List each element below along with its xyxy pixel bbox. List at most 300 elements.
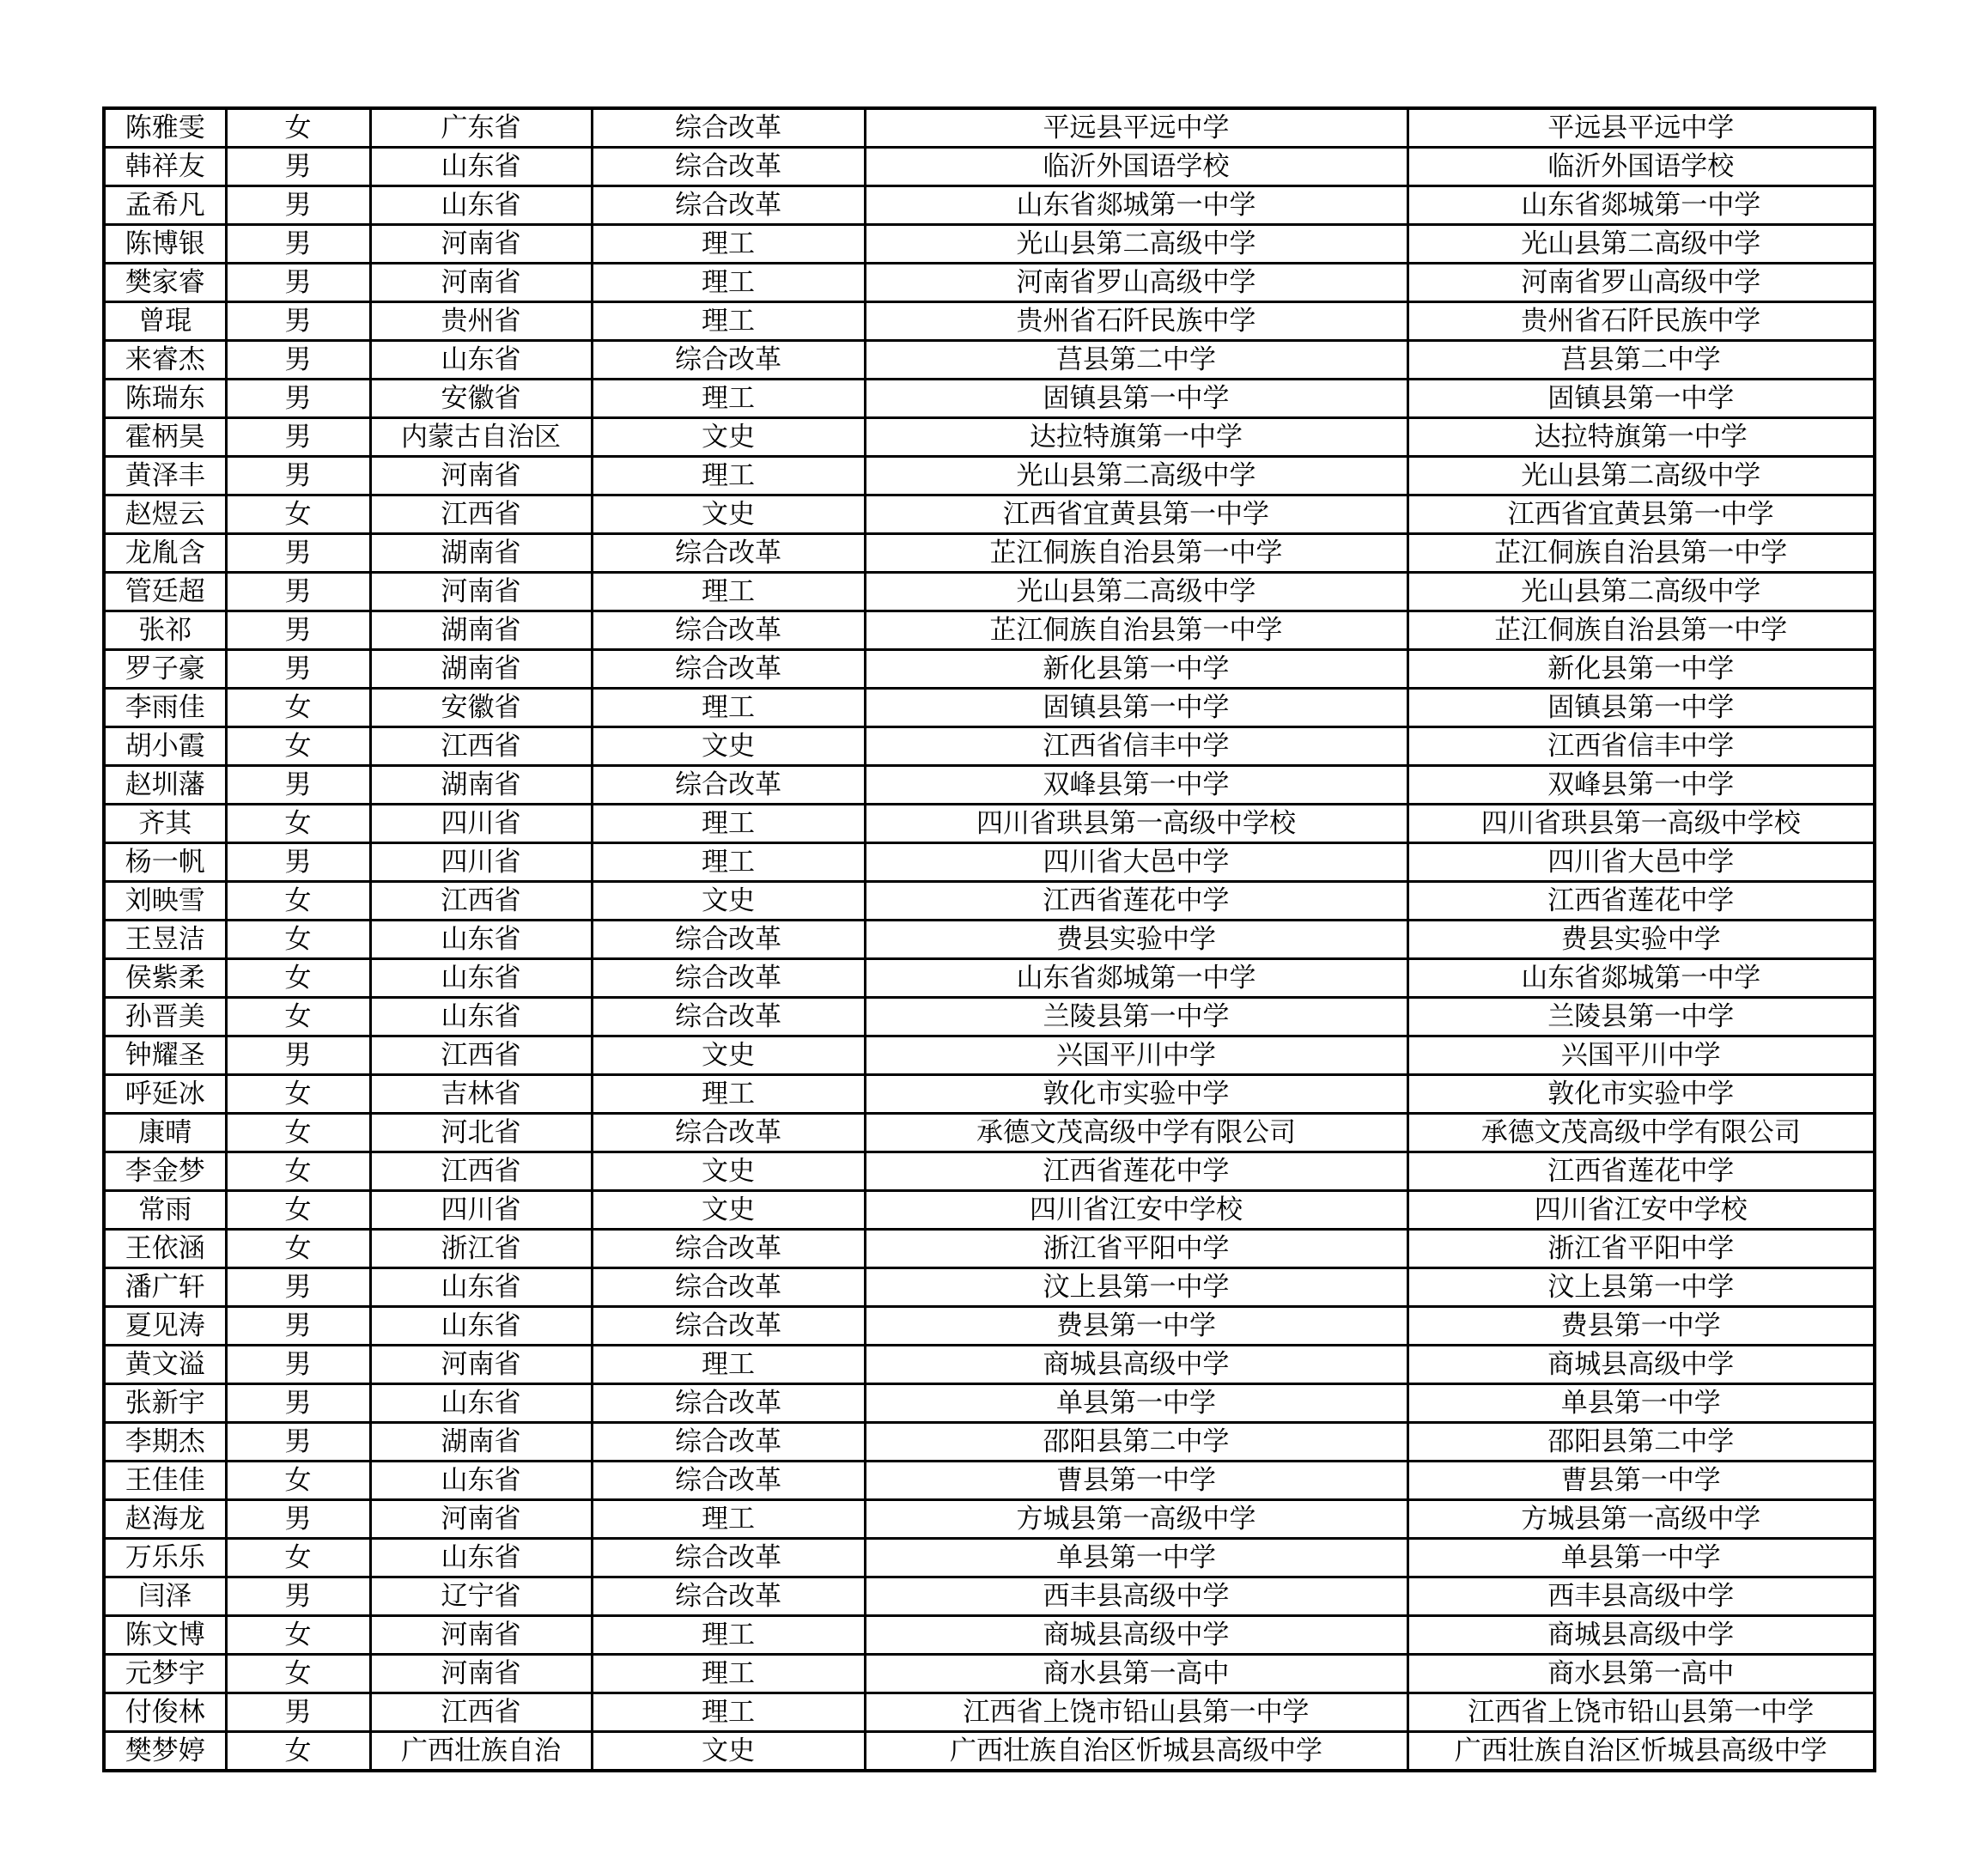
graduated-school-cell: 浙江省平阳中学 [1407,1230,1875,1268]
gender-cell: 男 [226,573,370,611]
gender-cell: 男 [226,148,370,186]
category-cell: 综合改革 [592,1114,865,1152]
category-cell: 综合改革 [592,341,865,380]
graduated-school-cell: 山东省郯城第一中学 [1407,186,1875,225]
gender-cell: 女 [226,1732,370,1772]
gender-cell: 女 [226,727,370,766]
category-cell: 文史 [592,1152,865,1191]
province-cell: 山东省 [370,148,592,186]
graduated-school-cell: 四川省大邑中学 [1407,843,1875,882]
gender-cell: 男 [226,457,370,495]
gender-cell: 女 [226,921,370,959]
category-cell: 理工 [592,225,865,264]
table-row [104,148,1875,186]
name-cell: 李金梦 [104,1152,226,1191]
graduated-school-cell: 江西省上饶市铅山县第一中学 [1407,1693,1875,1732]
gender-cell: 男 [226,611,370,650]
table-row [104,1423,1875,1462]
graduated-school-cell: 光山县第二高级中学 [1407,225,1875,264]
province-cell: 湖南省 [370,1423,592,1462]
category-cell: 理工 [592,1346,865,1384]
category-cell: 理工 [592,1693,865,1732]
table-row [104,921,1875,959]
gender-cell: 女 [226,1462,370,1500]
graduated-school-cell: 贵州省石阡民族中学 [1407,302,1875,341]
school-cell: 广西壮族自治区忻城县高级中学 [865,1732,1407,1772]
gender-cell: 女 [226,1539,370,1577]
table-row [104,650,1875,689]
province-cell: 河南省 [370,1616,592,1655]
province-cell: 山东省 [370,1539,592,1577]
table-row [104,1500,1875,1539]
name-cell: 黄泽丰 [104,457,226,495]
school-cell: 河南省罗山高级中学 [865,264,1407,302]
gender-cell: 女 [226,1075,370,1114]
category-cell: 文史 [592,418,865,457]
table-row [104,1539,1875,1577]
province-cell: 河南省 [370,1655,592,1693]
gender-cell: 男 [226,766,370,805]
school-cell: 贵州省石阡民族中学 [865,302,1407,341]
graduated-school-cell: 西丰县高级中学 [1407,1577,1875,1616]
province-cell: 江西省 [370,1693,592,1732]
school-cell: 西丰县高级中学 [865,1577,1407,1616]
graduated-school-cell: 兴国平川中学 [1407,1036,1875,1075]
category-cell: 综合改革 [592,1384,865,1423]
table-row [104,1152,1875,1191]
graduated-school-cell: 江西省信丰中学 [1407,727,1875,766]
gender-cell: 男 [226,264,370,302]
school-cell: 新化县第一中学 [865,650,1407,689]
table-row [104,1655,1875,1693]
gender-cell: 女 [226,959,370,998]
graduated-school-cell: 商水县第一高中 [1407,1655,1875,1693]
table-row [104,1114,1875,1152]
table-row [104,727,1875,766]
province-cell: 安徽省 [370,689,592,727]
name-cell: 樊梦婷 [104,1732,226,1772]
school-cell: 临沂外国语学校 [865,148,1407,186]
category-cell: 综合改革 [592,534,865,573]
graduated-school-cell: 费县实验中学 [1407,921,1875,959]
school-cell: 达拉特旗第一中学 [865,418,1407,457]
table-row [104,418,1875,457]
name-cell: 钟耀圣 [104,1036,226,1075]
province-cell: 湖南省 [370,611,592,650]
table-row [104,1268,1875,1307]
category-cell: 文史 [592,495,865,534]
table-row [104,1230,1875,1268]
name-cell: 陈博银 [104,225,226,264]
category-cell: 理工 [592,302,865,341]
province-cell: 山东省 [370,921,592,959]
category-cell: 文史 [592,1732,865,1772]
name-cell: 陈文博 [104,1616,226,1655]
category-cell: 综合改革 [592,998,865,1036]
category-cell: 理工 [592,264,865,302]
name-cell: 孙晋美 [104,998,226,1036]
table-row [104,225,1875,264]
school-cell: 光山县第二高级中学 [865,225,1407,264]
graduated-school-cell: 光山县第二高级中学 [1407,573,1875,611]
table-row [104,1191,1875,1230]
gender-cell: 男 [226,302,370,341]
school-cell: 光山县第二高级中学 [865,457,1407,495]
category-cell: 综合改革 [592,921,865,959]
category-cell: 理工 [592,380,865,418]
province-cell: 山东省 [370,998,592,1036]
province-cell: 河南省 [370,264,592,302]
school-cell: 双峰县第一中学 [865,766,1407,805]
province-cell: 河南省 [370,457,592,495]
name-cell: 张新宇 [104,1384,226,1423]
graduated-school-cell: 方城县第一高级中学 [1407,1500,1875,1539]
name-cell: 王佳佳 [104,1462,226,1500]
gender-cell: 男 [226,380,370,418]
school-cell: 兴国平川中学 [865,1036,1407,1075]
graduated-school-cell: 四川省江安中学校 [1407,1191,1875,1230]
graduated-school-cell: 达拉特旗第一中学 [1407,418,1875,457]
name-cell: 侯紫柔 [104,959,226,998]
gender-cell: 男 [226,1577,370,1616]
graduated-school-cell: 江西省莲花中学 [1407,882,1875,921]
province-cell: 湖南省 [370,650,592,689]
table-row [104,1346,1875,1384]
gender-cell: 女 [226,805,370,843]
graduated-school-cell: 四川省珙县第一高级中学校 [1407,805,1875,843]
table-row [104,998,1875,1036]
category-cell: 理工 [592,1655,865,1693]
gender-cell: 男 [226,1346,370,1384]
gender-cell: 女 [226,882,370,921]
province-cell: 辽宁省 [370,1577,592,1616]
category-cell: 理工 [592,689,865,727]
name-cell: 龙胤含 [104,534,226,573]
category-cell: 理工 [592,1075,865,1114]
gender-cell: 男 [226,1307,370,1346]
school-cell: 敦化市实验中学 [865,1075,1407,1114]
school-cell: 浙江省平阳中学 [865,1230,1407,1268]
name-cell: 赵圳藩 [104,766,226,805]
school-cell: 平远县平远中学 [865,108,1407,148]
graduated-school-cell: 商城县高级中学 [1407,1616,1875,1655]
table-row [104,1732,1875,1772]
school-cell: 汶上县第一中学 [865,1268,1407,1307]
school-cell: 邵阳县第二中学 [865,1423,1407,1462]
graduated-school-cell: 商城县高级中学 [1407,1346,1875,1384]
province-cell: 山东省 [370,1268,592,1307]
gender-cell: 男 [226,341,370,380]
table-row [104,1462,1875,1500]
gender-cell: 男 [226,534,370,573]
table-row [104,264,1875,302]
table-row [104,1577,1875,1616]
province-cell: 山东省 [370,1384,592,1423]
table-row [104,1036,1875,1075]
name-cell: 管廷超 [104,573,226,611]
category-cell: 综合改革 [592,766,865,805]
name-cell: 杨一帆 [104,843,226,882]
graduated-school-cell: 临沂外国语学校 [1407,148,1875,186]
gender-cell: 男 [226,418,370,457]
table-row [104,457,1875,495]
table-row [104,108,1875,148]
table-row [104,1075,1875,1114]
school-cell: 四川省大邑中学 [865,843,1407,882]
school-cell: 商城县高级中学 [865,1616,1407,1655]
table-row [104,380,1875,418]
name-cell: 张祁 [104,611,226,650]
name-cell: 万乐乐 [104,1539,226,1577]
school-cell: 山东省郯城第一中学 [865,959,1407,998]
school-cell: 四川省江安中学校 [865,1191,1407,1230]
province-cell: 广东省 [370,108,592,148]
name-cell: 孟希凡 [104,186,226,225]
table-row [104,573,1875,611]
category-cell: 综合改革 [592,186,865,225]
category-cell: 综合改革 [592,108,865,148]
table-row [104,766,1875,805]
school-cell: 江西省信丰中学 [865,727,1407,766]
name-cell: 付俊林 [104,1693,226,1732]
gender-cell: 女 [226,689,370,727]
province-cell: 山东省 [370,1307,592,1346]
category-cell: 理工 [592,843,865,882]
student-roster-table [102,106,1876,1772]
table-row [104,495,1875,534]
gender-cell: 男 [226,1693,370,1732]
graduated-school-cell: 固镇县第一中学 [1407,689,1875,727]
name-cell: 夏见涛 [104,1307,226,1346]
roster-body [104,108,1875,1771]
name-cell: 黄文溢 [104,1346,226,1384]
province-cell: 江西省 [370,1152,592,1191]
gender-cell: 女 [226,1114,370,1152]
table-row [104,843,1875,882]
graduated-school-cell: 广西壮族自治区忻城县高级中学 [1407,1732,1875,1772]
name-cell: 赵煜云 [104,495,226,534]
table-row [104,611,1875,650]
school-cell: 莒县第二中学 [865,341,1407,380]
province-cell: 浙江省 [370,1230,592,1268]
table-row [104,534,1875,573]
school-cell: 单县第一中学 [865,1539,1407,1577]
school-cell: 江西省上饶市铅山县第一中学 [865,1693,1407,1732]
province-cell: 江西省 [370,1036,592,1075]
province-cell: 江西省 [370,882,592,921]
gender-cell: 女 [226,1191,370,1230]
graduated-school-cell: 莒县第二中学 [1407,341,1875,380]
name-cell: 元梦宇 [104,1655,226,1693]
province-cell: 贵州省 [370,302,592,341]
school-cell: 曹县第一中学 [865,1462,1407,1500]
school-cell: 商城县高级中学 [865,1346,1407,1384]
category-cell: 综合改革 [592,148,865,186]
category-cell: 理工 [592,573,865,611]
school-cell: 江西省莲花中学 [865,1152,1407,1191]
category-cell: 综合改革 [592,1307,865,1346]
table-row [104,302,1875,341]
name-cell: 曾琨 [104,302,226,341]
school-cell: 固镇县第一中学 [865,380,1407,418]
graduated-school-cell: 兰陵县第一中学 [1407,998,1875,1036]
category-cell: 综合改革 [592,1423,865,1462]
graduated-school-cell: 固镇县第一中学 [1407,380,1875,418]
category-cell: 综合改革 [592,1539,865,1577]
name-cell: 陈瑞东 [104,380,226,418]
school-cell: 江西省莲花中学 [865,882,1407,921]
graduated-school-cell: 敦化市实验中学 [1407,1075,1875,1114]
category-cell: 理工 [592,1616,865,1655]
school-cell: 承德文茂高级中学有限公司 [865,1114,1407,1152]
table-row [104,689,1875,727]
school-cell: 山东省郯城第一中学 [865,186,1407,225]
province-cell: 山东省 [370,1462,592,1500]
province-cell: 河北省 [370,1114,592,1152]
gender-cell: 女 [226,108,370,148]
province-cell: 内蒙古自治区 [370,418,592,457]
gender-cell: 男 [226,650,370,689]
gender-cell: 男 [226,843,370,882]
graduated-school-cell: 河南省罗山高级中学 [1407,264,1875,302]
gender-cell: 女 [226,495,370,534]
gender-cell: 女 [226,998,370,1036]
graduated-school-cell: 江西省宜黄县第一中学 [1407,495,1875,534]
name-cell: 胡小霞 [104,727,226,766]
name-cell: 李雨佳 [104,689,226,727]
category-cell: 综合改革 [592,611,865,650]
province-cell: 河南省 [370,573,592,611]
name-cell: 霍柄昊 [104,418,226,457]
graduated-school-cell: 曹县第一中学 [1407,1462,1875,1500]
name-cell: 刘映雪 [104,882,226,921]
category-cell: 理工 [592,805,865,843]
school-cell: 光山县第二高级中学 [865,573,1407,611]
name-cell: 王昱洁 [104,921,226,959]
graduated-school-cell: 汶上县第一中学 [1407,1268,1875,1307]
table-row [104,186,1875,225]
category-cell: 综合改革 [592,1577,865,1616]
school-cell: 四川省珙县第一高级中学校 [865,805,1407,843]
school-cell: 商水县第一高中 [865,1655,1407,1693]
graduated-school-cell: 新化县第一中学 [1407,650,1875,689]
province-cell: 安徽省 [370,380,592,418]
school-cell: 方城县第一高级中学 [865,1500,1407,1539]
category-cell: 综合改革 [592,959,865,998]
gender-cell: 男 [226,1500,370,1539]
gender-cell: 女 [226,1655,370,1693]
province-cell: 广西壮族自治 [370,1732,592,1772]
province-cell: 吉林省 [370,1075,592,1114]
name-cell: 潘广轩 [104,1268,226,1307]
graduated-school-cell: 江西省莲花中学 [1407,1152,1875,1191]
gender-cell: 女 [226,1230,370,1268]
school-cell: 兰陵县第一中学 [865,998,1407,1036]
province-cell: 河南省 [370,1500,592,1539]
name-cell: 陈雅雯 [104,108,226,148]
school-cell: 固镇县第一中学 [865,689,1407,727]
province-cell: 四川省 [370,805,592,843]
graduated-school-cell: 单县第一中学 [1407,1384,1875,1423]
table-row [104,959,1875,998]
province-cell: 江西省 [370,495,592,534]
category-cell: 理工 [592,457,865,495]
gender-cell: 男 [226,1423,370,1462]
category-cell: 理工 [592,1500,865,1539]
gender-cell: 男 [226,225,370,264]
province-cell: 四川省 [370,843,592,882]
category-cell: 综合改革 [592,1462,865,1500]
category-cell: 文史 [592,1036,865,1075]
category-cell: 文史 [592,882,865,921]
school-cell: 江西省宜黄县第一中学 [865,495,1407,534]
name-cell: 常雨 [104,1191,226,1230]
gender-cell: 男 [226,1268,370,1307]
gender-cell: 男 [226,1384,370,1423]
table-row [104,1384,1875,1423]
table-row [104,1307,1875,1346]
school-cell: 费县第一中学 [865,1307,1407,1346]
name-cell: 康晴 [104,1114,226,1152]
gender-cell: 男 [226,186,370,225]
category-cell: 综合改革 [592,1230,865,1268]
province-cell: 江西省 [370,727,592,766]
province-cell: 湖南省 [370,534,592,573]
category-cell: 综合改革 [592,650,865,689]
category-cell: 文史 [592,727,865,766]
category-cell: 综合改革 [592,1268,865,1307]
gender-cell: 女 [226,1616,370,1655]
graduated-school-cell: 双峰县第一中学 [1407,766,1875,805]
category-cell: 文史 [592,1191,865,1230]
graduated-school-cell: 费县第一中学 [1407,1307,1875,1346]
province-cell: 山东省 [370,341,592,380]
name-cell: 韩祥友 [104,148,226,186]
graduated-school-cell: 光山县第二高级中学 [1407,457,1875,495]
province-cell: 湖南省 [370,766,592,805]
gender-cell: 男 [226,1036,370,1075]
school-cell: 芷江侗族自治县第一中学 [865,611,1407,650]
name-cell: 樊家睿 [104,264,226,302]
table-row [104,805,1875,843]
name-cell: 李期杰 [104,1423,226,1462]
graduated-school-cell: 单县第一中学 [1407,1539,1875,1577]
name-cell: 王依涵 [104,1230,226,1268]
graduated-school-cell: 邵阳县第二中学 [1407,1423,1875,1462]
name-cell: 闫泽 [104,1577,226,1616]
school-cell: 费县实验中学 [865,921,1407,959]
name-cell: 赵海龙 [104,1500,226,1539]
table-row [104,1693,1875,1732]
table-row [104,341,1875,380]
graduated-school-cell: 山东省郯城第一中学 [1407,959,1875,998]
graduated-school-cell: 平远县平远中学 [1407,108,1875,148]
province-cell: 山东省 [370,959,592,998]
province-cell: 河南省 [370,225,592,264]
province-cell: 四川省 [370,1191,592,1230]
province-cell: 山东省 [370,186,592,225]
gender-cell: 女 [226,1152,370,1191]
name-cell: 齐其 [104,805,226,843]
school-cell: 芷江侗族自治县第一中学 [865,534,1407,573]
province-cell: 河南省 [370,1346,592,1384]
school-cell: 单县第一中学 [865,1384,1407,1423]
table-row [104,882,1875,921]
table-row [104,1616,1875,1655]
graduated-school-cell: 承德文茂高级中学有限公司 [1407,1114,1875,1152]
graduated-school-cell: 芷江侗族自治县第一中学 [1407,534,1875,573]
graduated-school-cell: 芷江侗族自治县第一中学 [1407,611,1875,650]
